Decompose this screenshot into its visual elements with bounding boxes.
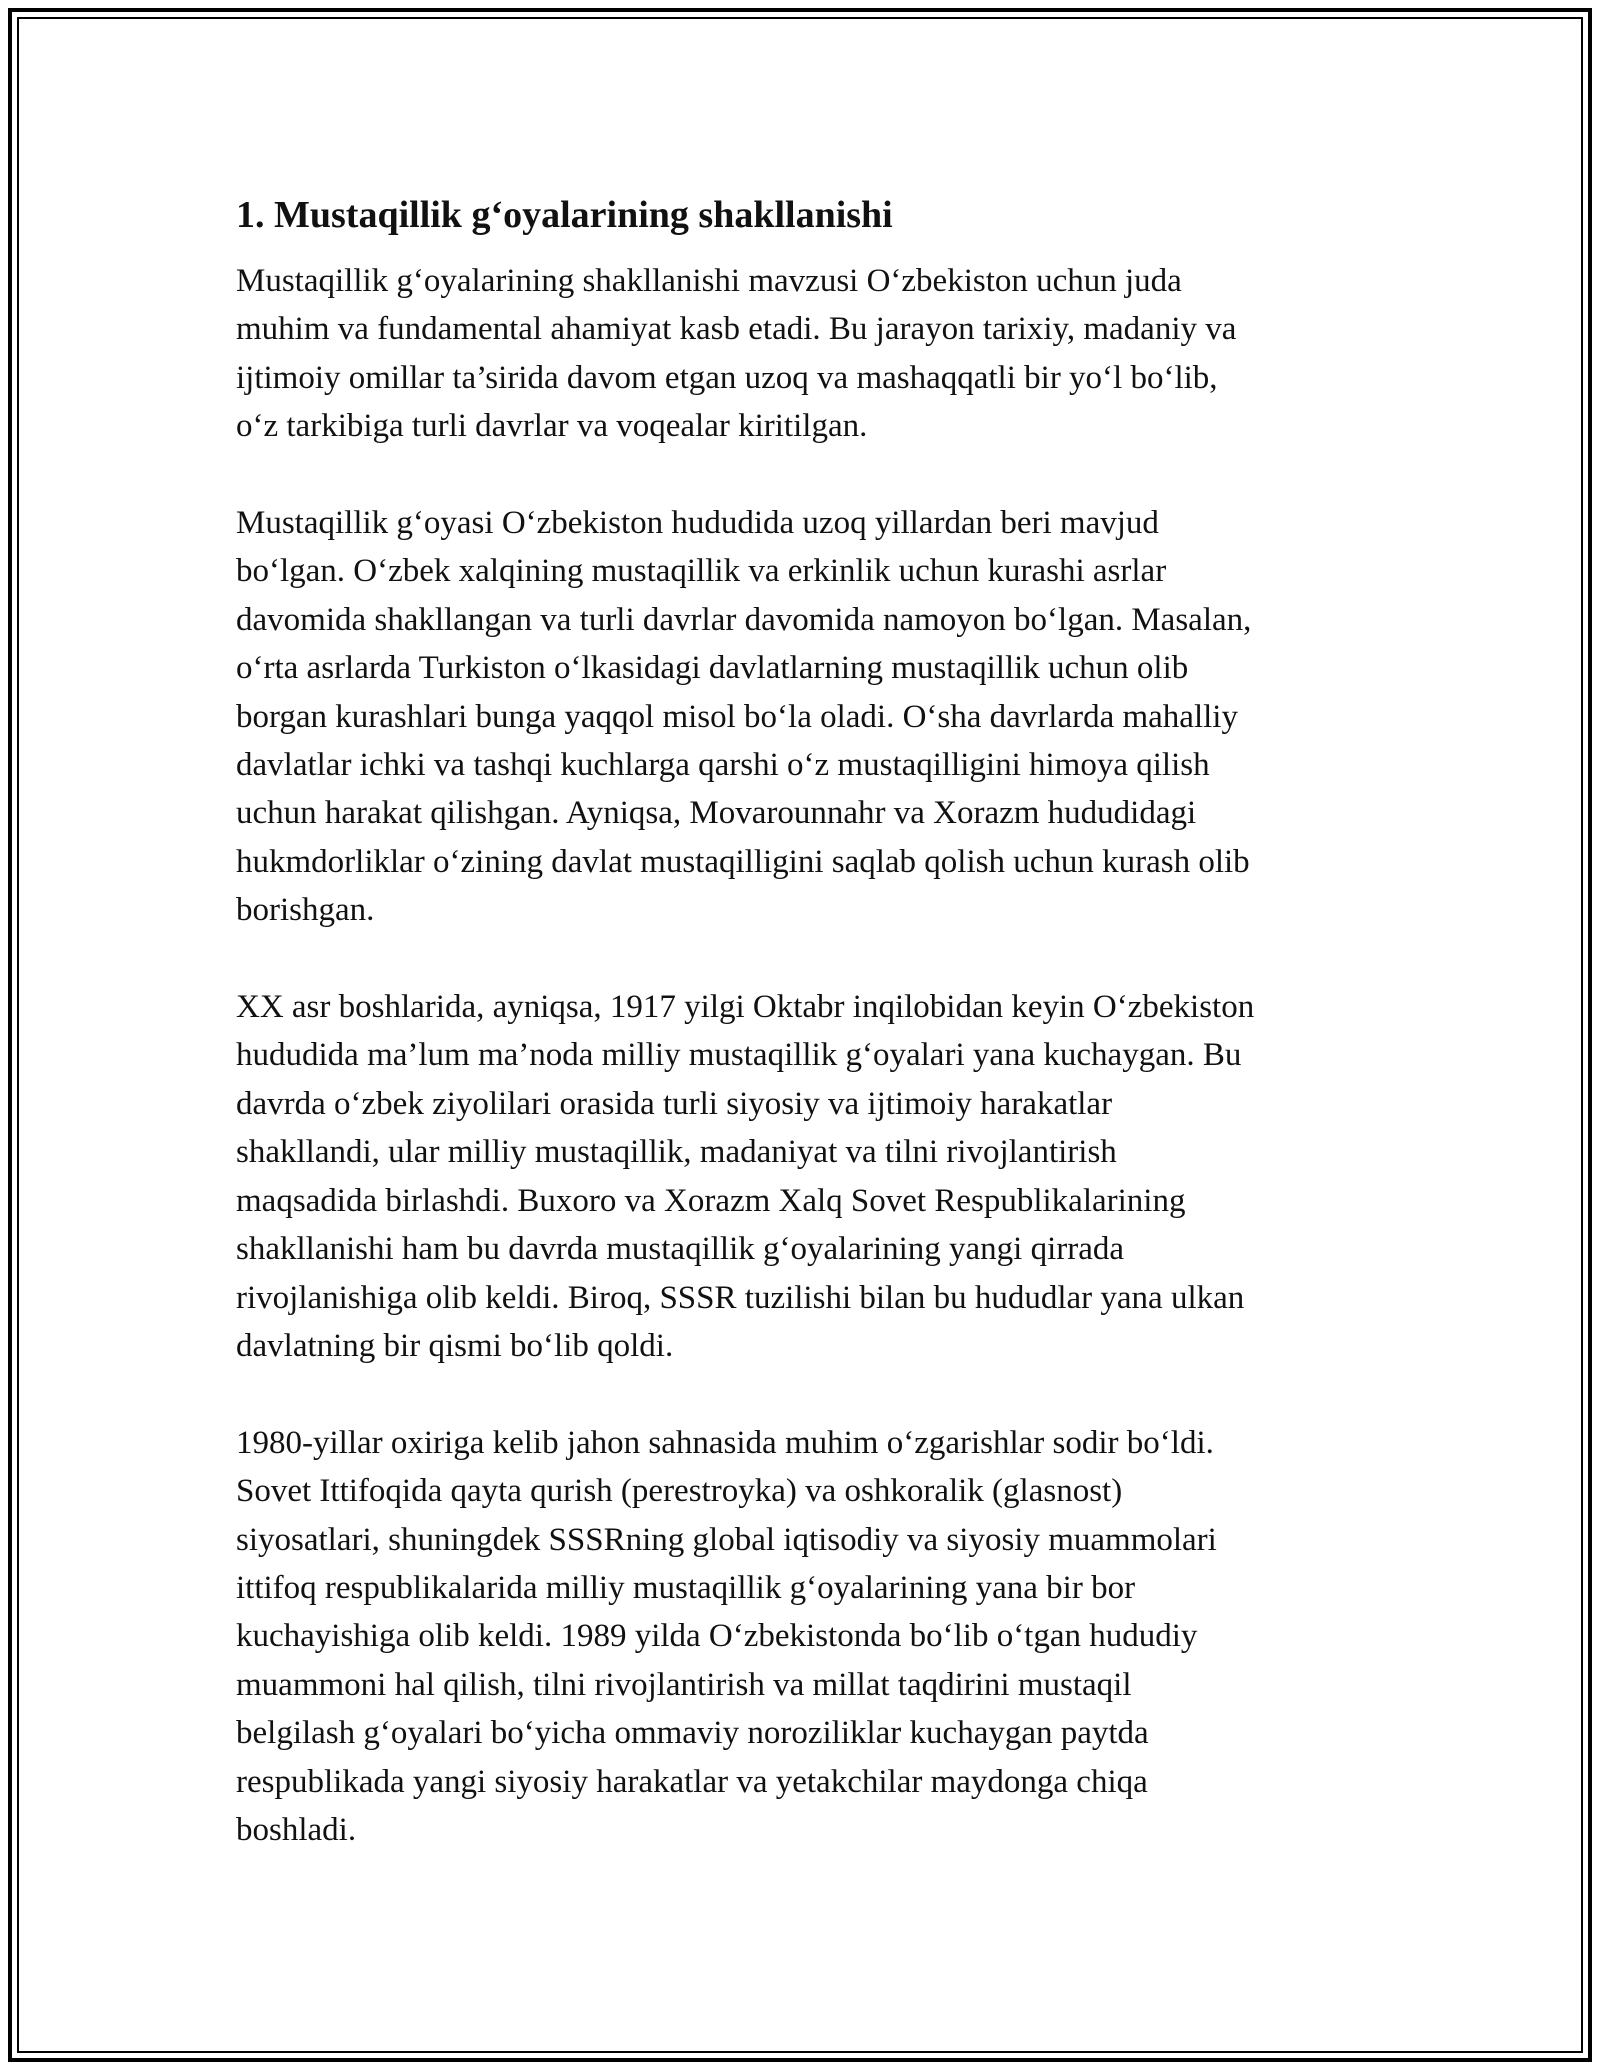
document-body [236, 187, 1376, 1903]
paragraph-2: Mustaqillik g‘oyasi O‘zbekiston hududida uzoq yillardan beri mavjud bo‘lgan. O‘zbek xalqining mustaqillik va erkinlik uchun kurashi asrlar davomida shakllangan va turli davrlar davomida namoyon bo‘lgan. Masalan, o‘rta asrlarda Turkiston o‘lkasidagi davlatlarning mustaqillik uchun olib borgan kurashlari bunga yaqqol misol bo‘la oladi. O‘sha davrlarda mahalliy davlatlar ichki va tashqi kuchlarga qarshi o‘z mustaqilligini himoya qilish uchun harakat qilishgan. Ayniqsa, Movarounnahr va Xorazm hududidagi hukmdorliklar o‘zining davlat mustaqilligini saqlab qolish uchun kurash olib borishgan. [236, 505, 1252, 929]
paragraph-4: 1980-yillar oxiriga kelib jahon sahnasida muhim o‘zgarishlar sodir bo‘ldi. Sovet Ittifoqida qayta qurish (perestroyka) va oshkoralik (glasnost) siyosatlari, shuningdek SSSRning global iqtisodiy va siyosiy muammolari ittifoq respublikalarida milliy mustaqillik g‘oyalarining yana bir bor kuchayishiga olib keldi. 1989 yilda O‘zbekistonda bo‘lib o‘tgan hududiy muammoni hal qilish, tilni rivojlantirish va millat taqdirini mustaqil belgilash g‘oyalari bo‘yicha ommaviy noroziliklar kuchaygan paytda respublikada yangi siyosiy harakatlar va yetakchilar maydonga chiqa boshladi. [236, 1424, 1217, 1848]
paragraph-1: Mustaqillik g‘oyalarining shakllanishi mavzusi O‘zbekiston uchun juda muhim va fundamental ahamiyat kasb etadi. Bu jarayon tarixiy, madaniy va ijtimoiy omillar ta’sirida davom etgan uzoq va mashaqqatli bir yo‘l bo‘lib, o‘z tarkibiga turli davrlar va voqealar kiritilgan. [236, 263, 1237, 445]
section-heading: 1. Mustaqillik g‘oyalarining shakllanishi [236, 194, 893, 236]
paragraph-3: XX asr boshlarida, ayniqsa, 1917 yilgi Oktabr inqilobidan keyin O‘zbekiston hududida ma’lum ma’noda milliy mustaqillik g‘oyalari yana kuchaygan. Bu davrda o‘zbek ziyolilari orasida turli siyosiy va ijtimoiy harakatlar shakllandi, ular milliy mustaqillik, madaniyat va tilni rivojlantirish maqsadida birlashdi. Buxoro va Xorazm Xalq Sovet Respublikalarining shakllanishi ham bu davrda mustaqillik g‘oyalarining yangi qirrada rivojlanishiga olib keldi. Biroq, SSSR tuzilishi bilan bu hududlar yana ulkan davlatning bir qismi bo‘lib qoldi. [236, 989, 1255, 1364]
